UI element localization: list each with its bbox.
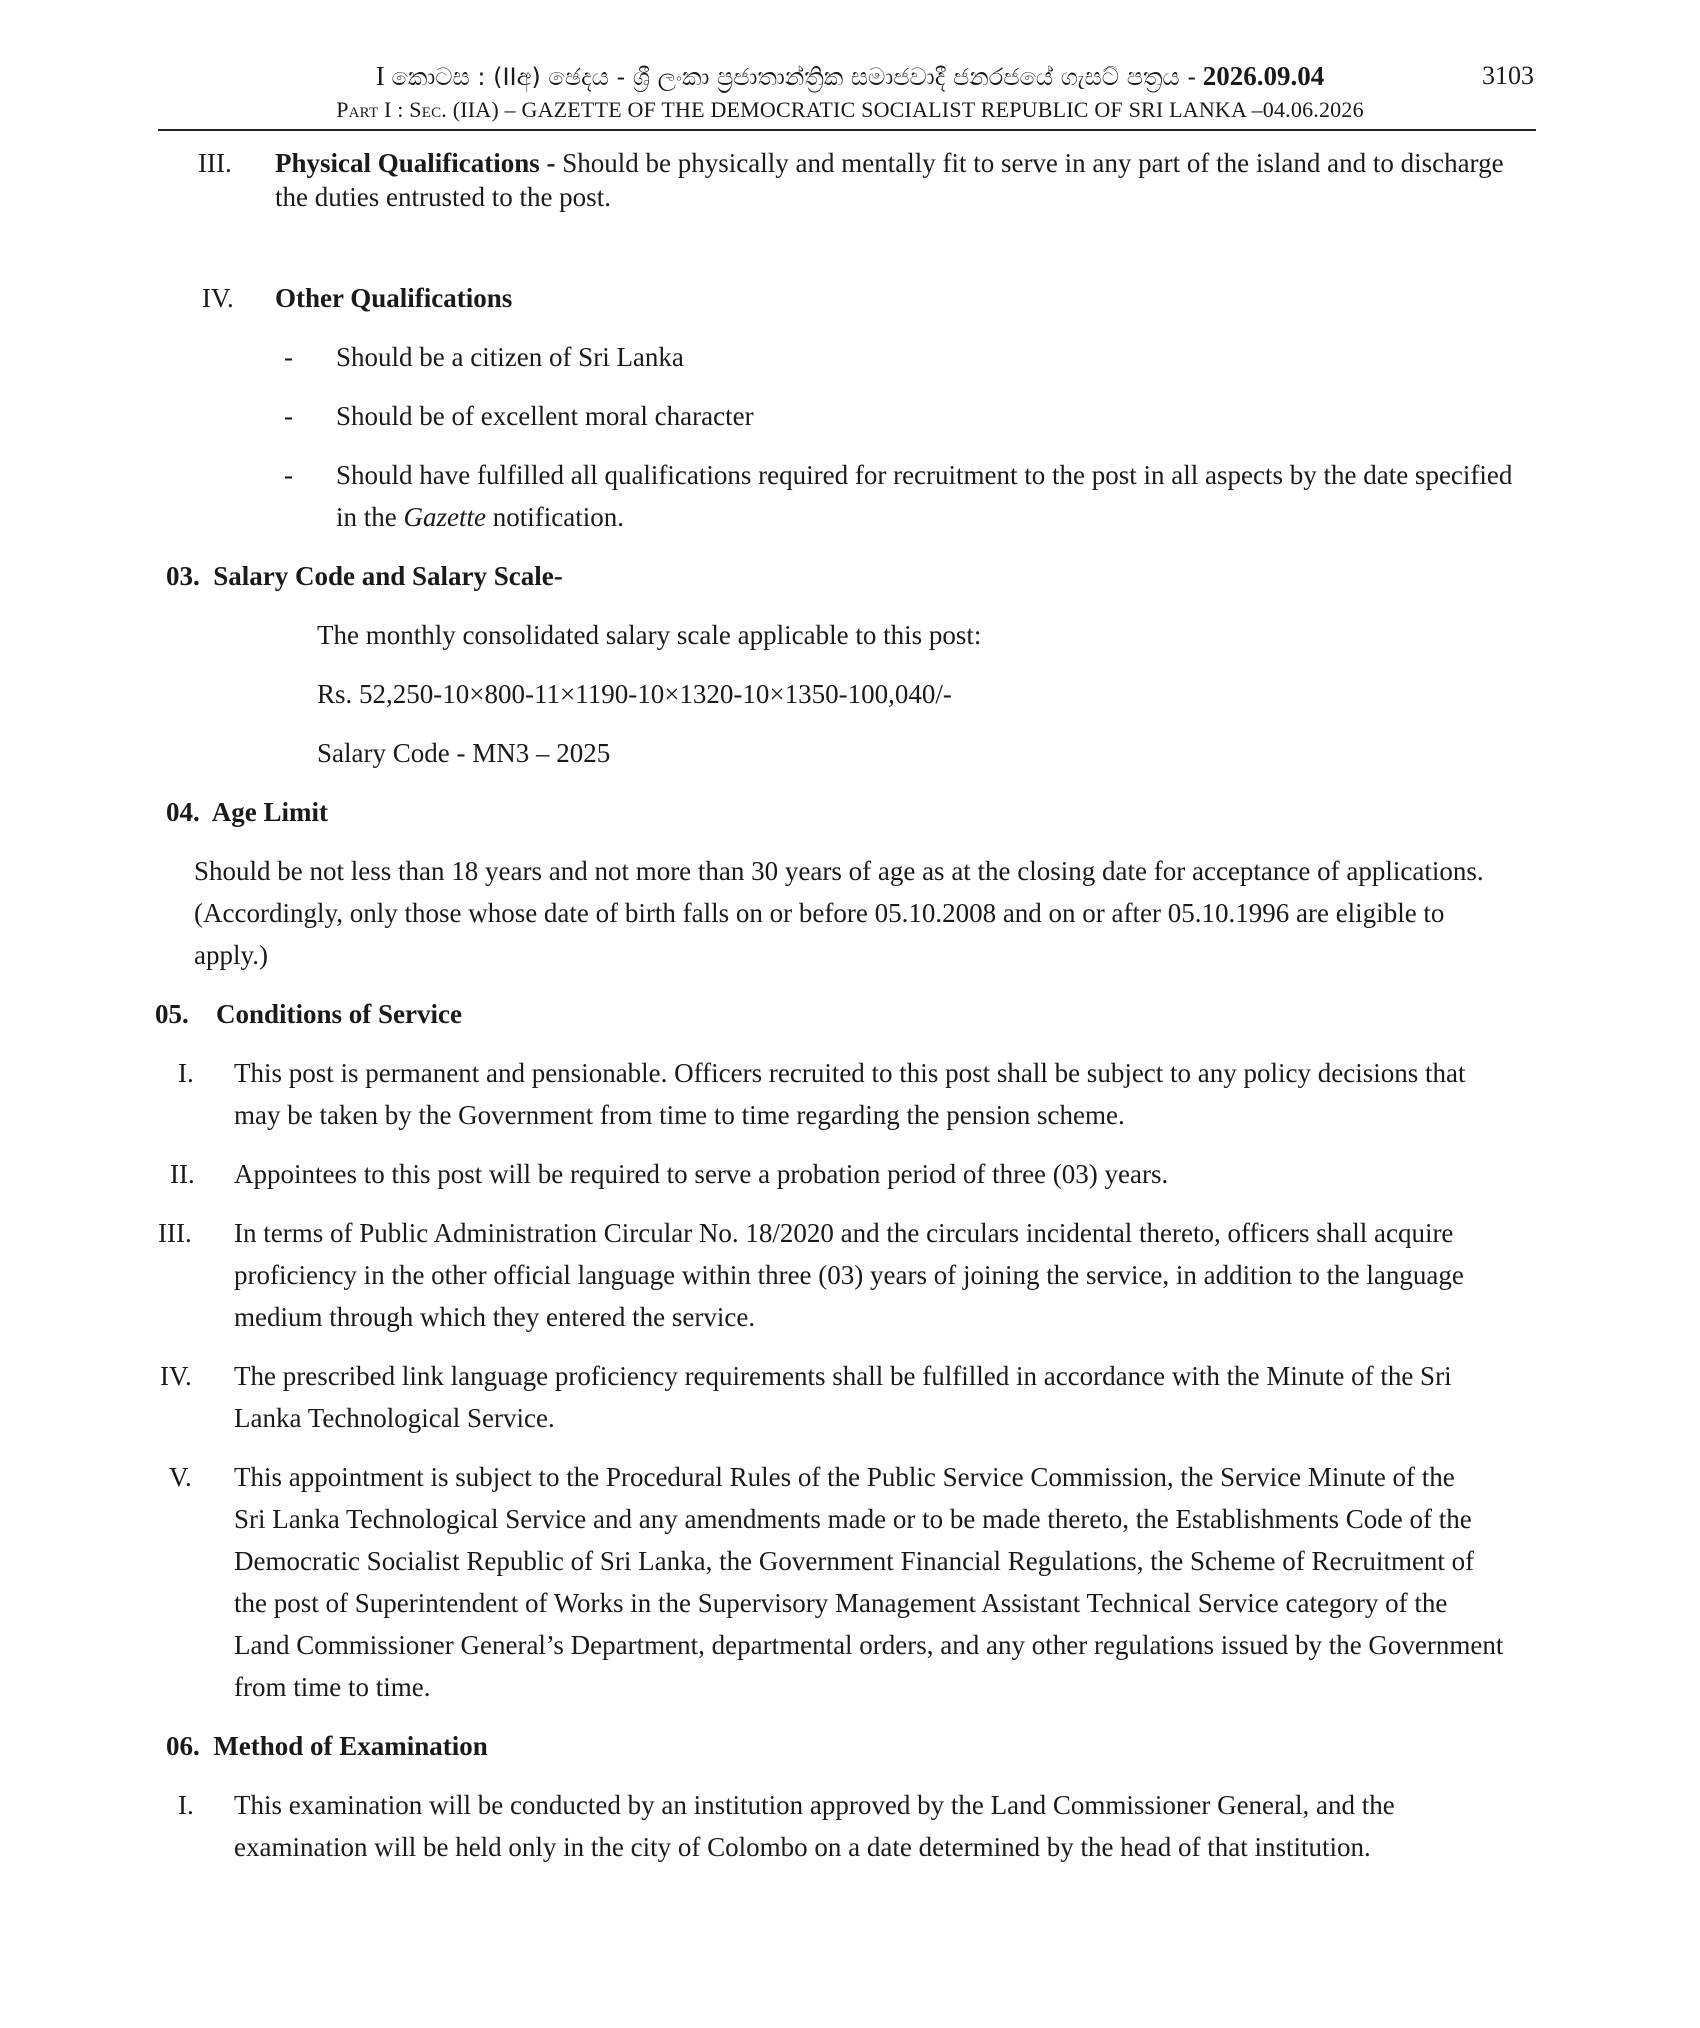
condition-text: Sri Lanka Technological Service and any amendments made or to be made thereto, the Establishments Code of the bbox=[234, 1504, 1472, 1534]
list-item-dash: - bbox=[284, 342, 293, 372]
other-qualification-citizen: Should be a citizen of Sri Lanka bbox=[336, 342, 684, 372]
page-number: 3103 bbox=[1482, 61, 1534, 90]
salary-heading: 03. Salary Code and Salary Scale- bbox=[166, 561, 563, 591]
condition-number: IV. bbox=[160, 1361, 192, 1391]
condition-number: I. bbox=[178, 1058, 194, 1088]
condition-text: from time to time. bbox=[234, 1672, 431, 1702]
examination-item-text: This examination will be conducted by an institution approved by the Land Commissioner General, and the bbox=[234, 1790, 1395, 1820]
gazette-header-sinhala bbox=[0, 58, 1700, 95]
age-line3: apply.) bbox=[194, 940, 268, 970]
other-qualification-fulfilled-line2: in the Gazette notification. bbox=[336, 502, 624, 532]
age-heading: 04. Age Limit bbox=[166, 797, 328, 827]
condition-number: V. bbox=[169, 1462, 192, 1492]
condition-text: This post is permanent and pensionable. Officers recruited to this post shall be subject to any policy decisions that bbox=[234, 1058, 1466, 1088]
condition-text: The prescribed link language proficiency requirements shall be fulfilled in accordance with the Minute of the Sri bbox=[234, 1361, 1452, 1391]
other-qualifications-number: IV. bbox=[202, 283, 234, 313]
examination-heading: 06. Method of Examination bbox=[166, 1731, 488, 1761]
condition-number: III. bbox=[158, 1218, 192, 1248]
physical-qualifications-number: III. bbox=[198, 148, 232, 178]
condition-text: medium through which they entered the service. bbox=[234, 1302, 756, 1332]
physical-qualifications-line2: the duties entrusted to the post. bbox=[275, 182, 611, 212]
salary-code: Salary Code - MN3 – 2025 bbox=[317, 738, 611, 768]
condition-text: Appointees to this post will be required to serve a probation period of three (03) years. bbox=[234, 1159, 1169, 1189]
examination-item-number: I. bbox=[178, 1790, 194, 1820]
age-line2: (Accordingly, only those whose date of birth falls on or before 05.10.2008 and on or after 05.10.1996 are eligible to bbox=[194, 898, 1445, 928]
list-item-dash: - bbox=[284, 460, 293, 490]
condition-text: may be taken by the Government from time to time regarding the pension scheme. bbox=[234, 1100, 1125, 1130]
condition-text: the post of Superintendent of Works in the Supervisory Management Assistant Technical Service category of the bbox=[234, 1588, 1448, 1618]
header-part-roman: I bbox=[375, 61, 385, 91]
other-qualification-fulfilled-line1: Should have fulfilled all qualifications required for recruitment to the post in all aspects by the date specified bbox=[336, 460, 1513, 490]
condition-text: proficiency in the other official language within three (03) years of joining the service, in addition to the language bbox=[234, 1260, 1464, 1290]
condition-text: Democratic Socialist Republic of Sri Lanka, the Government Financial Regulations, the Scheme of Recruitment of bbox=[234, 1546, 1475, 1576]
salary-intro: The monthly consolidated salary scale applicable to this post: bbox=[317, 620, 982, 650]
header-divider bbox=[158, 129, 1536, 131]
header-sinhala-date: 2026.09.04 bbox=[1202, 61, 1325, 91]
examination-item-text: examination will be held only in the city of Colombo on a date determined by the head of that institution. bbox=[234, 1832, 1371, 1862]
other-qualification-character: Should be of excellent moral character bbox=[336, 401, 754, 431]
physical-qualifications-text: Should be physically and mentally fit to serve in any part of the island and to discharge bbox=[562, 148, 1504, 178]
header-english-title: (IIA) – GAZETTE OF THE DEMOCRATIC SOCIALIST REPUBLIC OF SRI LANKA –04.06.2026 bbox=[452, 97, 1364, 122]
condition-text: In terms of Public Administration Circular No. 18/2020 and the circulars incidental thereto, officers shall acquire bbox=[234, 1218, 1454, 1248]
age-line1: Should be not less than 18 years and not more than 30 years of age as at the closing date for acceptance of applications. bbox=[194, 856, 1484, 886]
physical-qualifications-label: Physical Qualifications - bbox=[275, 148, 556, 178]
conditions-heading-number: 05. bbox=[155, 999, 189, 1029]
conditions-heading: Conditions of Service bbox=[216, 999, 462, 1029]
condition-text: Lanka Technological Service. bbox=[234, 1403, 555, 1433]
other-qualifications-title: Other Qualifications bbox=[275, 283, 513, 313]
header-sinhala-title: කොටස : (IIඅ) ඡෙදය - ශ්‍රී ලංකා ප්‍රජාතාන්ත්‍රික සමාජවාදී ජනරජයේ ගැසට් පත්‍රය - bbox=[391, 63, 1196, 91]
header-english-part: Part I : Sec. bbox=[336, 97, 447, 122]
gazette-header-english bbox=[0, 96, 1700, 124]
condition-text: Land Commissioner General’s Department, departmental orders, and any other regulations issued by the Government bbox=[234, 1630, 1504, 1660]
condition-text: This appointment is subject to the Procedural Rules of the Public Service Commission, the Service Minute of the bbox=[234, 1462, 1455, 1492]
salary-scale: Rs. 52,250-10×800-11×1190-10×1320-10×1350-100,040/- bbox=[317, 679, 952, 709]
condition-number: II. bbox=[170, 1159, 195, 1189]
list-item-dash: - bbox=[284, 401, 293, 431]
gazette-italic: Gazette bbox=[403, 502, 486, 532]
